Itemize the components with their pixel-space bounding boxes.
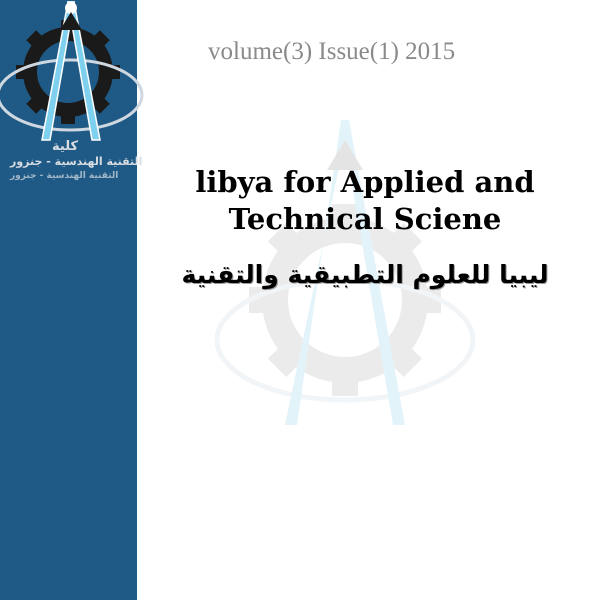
journal-title-arabic: ليبيا للعلوم التطبيقية والتقنية	[181, 260, 549, 289]
volume-issue-label: volume(3) Issue(1) 2015	[208, 38, 456, 65]
journal-title	[150, 164, 580, 238]
svg-text:التقنية الهندسية - جنزور: التقنية الهندسية - جنزور	[10, 155, 143, 168]
journal-title-line-1: libya for Applied and	[195, 165, 535, 199]
svg-text:كلية: كلية	[52, 139, 79, 154]
gear-compass-logo-icon	[0, 0, 150, 185]
journal-title-line-2: Technical Sciene	[228, 202, 502, 236]
svg-text:التقنية الهندسية - جنزور: التقنية الهندسية - جنزور	[10, 171, 119, 181]
